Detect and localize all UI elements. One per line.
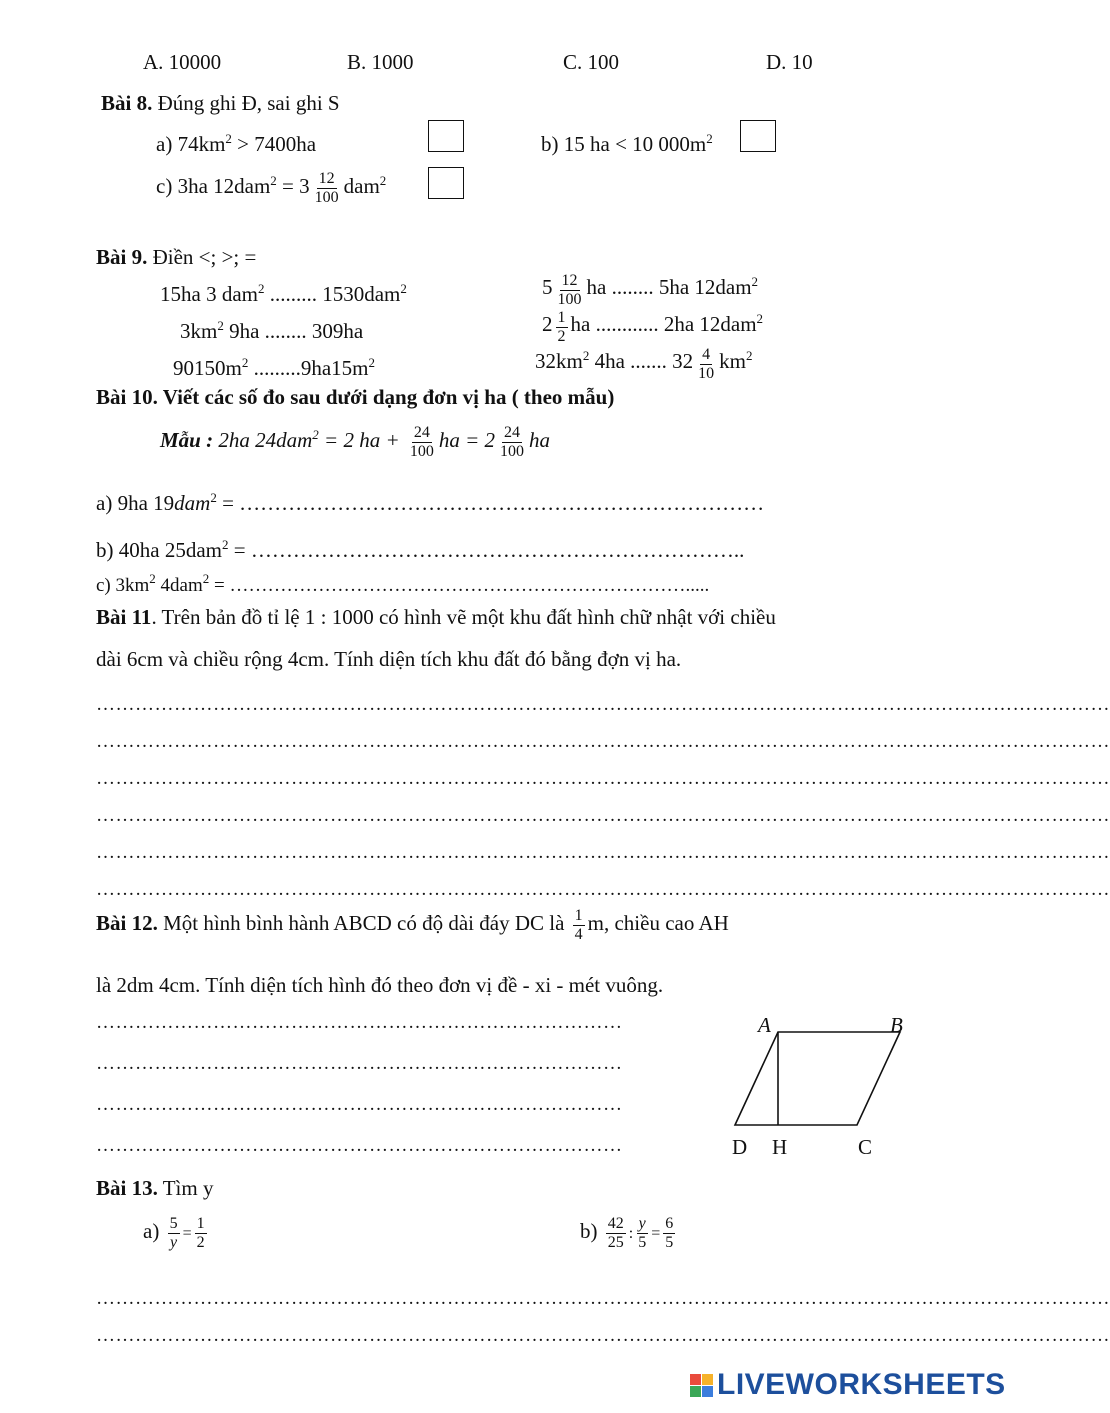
- parallelogram-diagram: [720, 1010, 920, 1160]
- answer-line[interactable]: ………………………………………………………………………: [96, 1094, 623, 1115]
- bai10-item-b: b) 40ha 25dam$^2$ = ……………………………………………………………..: [96, 537, 745, 562]
- option-d: D. 10: [766, 50, 813, 74]
- liveworksheets-logo-icon: [690, 1374, 713, 1397]
- option-b: B. 1000: [347, 50, 414, 74]
- answer-line[interactable]: ………………………………………………………………………: [96, 1012, 623, 1033]
- bai9-heading: [96, 245, 256, 269]
- brand-name: LIVEWORKSHEETS: [717, 1368, 1006, 1401]
- fraction: $\frac{12}{100}$: [314, 170, 339, 206]
- bai8-title: Bài 8.: [101, 91, 153, 115]
- option-a: A. 10000: [143, 50, 222, 74]
- bai9-row1-left: 15ha 3 dam$^2$ ......... 1530dam$^2$: [160, 281, 407, 306]
- fraction: $\frac{y}{5}$: [638, 1215, 647, 1251]
- answer-line[interactable]: …………………………………………………………………………………………………………………………………………: [96, 768, 1110, 789]
- answer-line[interactable]: …………………………………………………………………………………………………………………………………………: [96, 1325, 1110, 1346]
- bai10-sample: Mẫu : 2ha 24dam$^2$ = 2 ha + $\frac{24}{100}$ ha = 2 $\frac{24}{100}$ ha: [160, 424, 551, 460]
- bai9-title: Bài 9.: [96, 245, 148, 269]
- fraction: $\frac{42}{25}$: [607, 1215, 624, 1251]
- bai8-item-b: b) 15 ha < 10 $000m^2$: [541, 131, 713, 156]
- fraction: $\frac{5}{y}$: [169, 1215, 178, 1251]
- bai8-answer-box-a[interactable]: [428, 120, 464, 152]
- label-b: B: [890, 1013, 903, 1037]
- answer-line[interactable]: ………………………………………………………………………: [96, 1135, 623, 1156]
- fraction: $\frac{6}{5}$: [665, 1215, 674, 1251]
- bai9-row2-left: $3km^2$ 9ha ........ 309ha: [180, 318, 364, 343]
- bai10-title: Bài 10. Viết các số đo sau dưới dạng đơn vị ha ( theo mẫu): [96, 385, 615, 409]
- answer-line[interactable]: …………………………………………………………………………………………………………………………………………: [96, 842, 1110, 863]
- bai9-row1-right: 5 $\frac{12}{100}$ ha ........ 5ha 12dam$^2$: [542, 272, 759, 308]
- bai11-line2: dài 6cm và chiều rộng 4cm. Tính diện tích khu đất đó bằng đợn vị ha.: [96, 647, 682, 671]
- label-h: H: [772, 1135, 788, 1159]
- bai8-heading: [101, 91, 340, 115]
- bai8-instruction: Đúng ghi Đ, sai ghi S: [157, 91, 340, 115]
- bai9-instruction: Điền <; >; =: [152, 245, 257, 269]
- bai8-item-a: a) $74km^2 > 7400ha$: [156, 131, 317, 156]
- fraction: $\frac{24}{100}$: [500, 424, 525, 460]
- bai9-row2-right: 2 $\frac{1}{2}$ ha ............ 2ha 12dam$^2$: [542, 309, 764, 345]
- option-c: C. 100: [563, 50, 620, 74]
- bai10-item-a: a) 9ha 19dam$^2$ = …………………………………………………………………: [96, 490, 765, 515]
- bai13-item-b: b) $\frac{42}{25}$ : $\frac{y}{5}$ = $\frac{6}{5}$: [580, 1215, 674, 1251]
- bai9-row3-left: $90150m^2$ $.........9ha15m^2$: [173, 355, 375, 380]
- bai12-line1: Bài 12. Một hình bình hành ABCD có độ dài đáy DC là $\frac{1}{4}$ m, chiều cao AH: [96, 907, 729, 943]
- brand-logo: [690, 1368, 1006, 1402]
- fraction: $\frac{1}{2}$: [557, 309, 566, 345]
- bai11-line1: Bài 11. Trên bản đồ tỉ lệ 1 : 1000 có hình vẽ một khu đất hình chữ nhật với chiều: [96, 605, 776, 629]
- label-c: C: [858, 1135, 873, 1159]
- bai13-heading: Bài 13. Tìm y: [96, 1176, 214, 1200]
- bai8-answer-box-c[interactable]: [428, 167, 464, 199]
- bai12-line2: là 2dm 4cm. Tính diện tích hình đó theo đơn vị đề - xi - mét vuông.: [96, 973, 664, 997]
- answer-line[interactable]: …………………………………………………………………………………………………………………………………………: [96, 879, 1110, 900]
- bai10-item-c: c) $3km^2$ 4dam$^2$ = ……………………………………………………………….....: [96, 571, 710, 596]
- answer-line[interactable]: …………………………………………………………………………………………………………………………………………: [96, 694, 1110, 715]
- bai13-item-a: a) $\frac{5}{y}$ = $\frac{1}{2}$: [143, 1215, 205, 1251]
- label-d: D: [732, 1135, 748, 1159]
- answer-line[interactable]: …………………………………………………………………………………………………………………………………………: [96, 731, 1110, 752]
- fraction: $\frac{1}{2}$: [196, 1215, 205, 1251]
- parallelogram-abcd: [735, 1032, 900, 1125]
- fraction: $\frac{1}{4}$: [574, 907, 583, 943]
- answer-line[interactable]: ………………………………………………………………………: [96, 1053, 623, 1074]
- fraction: $\frac{4}{10}$: [698, 346, 715, 382]
- label-a: A: [758, 1013, 771, 1037]
- bai8-answer-box-b[interactable]: [740, 120, 776, 152]
- fraction: $\frac{24}{100}$: [409, 424, 434, 460]
- answer-line[interactable]: …………………………………………………………………………………………………………………………………………: [96, 1288, 1110, 1309]
- answer-line[interactable]: …………………………………………………………………………………………………………………………………………: [96, 805, 1110, 826]
- bai8-item-c: c) 3ha 12dam$^2$ = 3 $\frac{12}{100}$ dam$^2$: [156, 170, 387, 206]
- bai9-row3-right: $32km^2$ 4ha ....... 32 $\frac{4}{10}$ $km^2$: [535, 346, 753, 382]
- fraction: $\frac{12}{100}$: [557, 272, 582, 308]
